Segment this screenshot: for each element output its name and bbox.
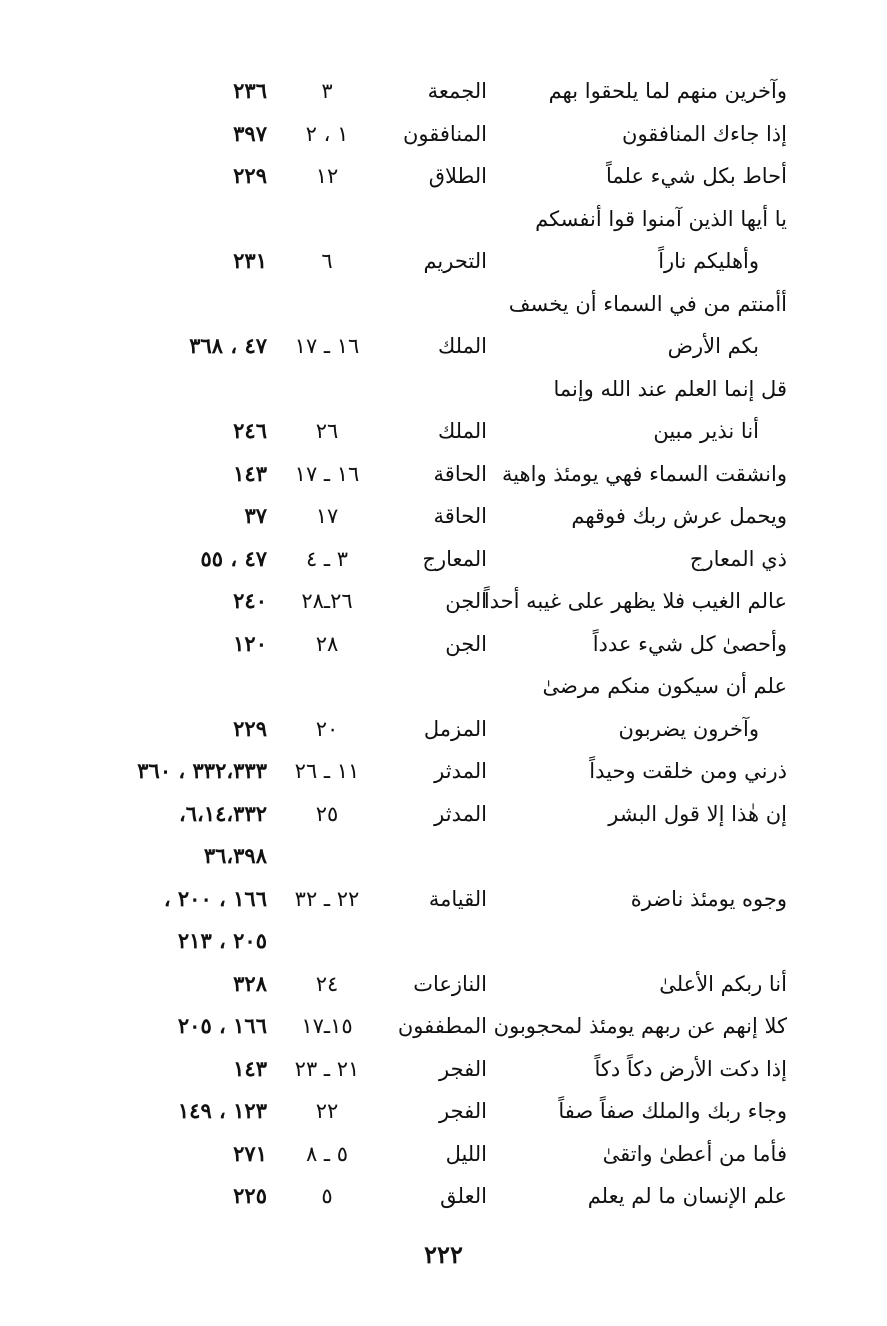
index-table — [0, 70, 887, 1218]
verse-text: ويحمل عرش ربك فوقهم — [571, 504, 787, 528]
page-references: ٣٩٧ — [233, 120, 267, 146]
index-row — [0, 198, 887, 241]
page-references: ١٢٣ ، ١٤٩ — [177, 1098, 267, 1123]
verse-text: وجوه يومئذ ناضرة — [630, 886, 787, 911]
ayah-number: ٢٢ — [315, 1099, 339, 1123]
surah-name: المدثر — [434, 759, 487, 783]
index-row — [0, 750, 887, 793]
verse-text: يا أيها الذين آمنوا قوا أنفسكم — [535, 206, 787, 231]
ayah-number: ٦ — [321, 249, 333, 273]
index-row — [0, 495, 887, 538]
page-references: ٣٣٢،٣٣٣ ، ٣٦٠ — [137, 758, 267, 783]
page-references: ٢٢٩ — [233, 163, 267, 188]
verse-text: إن هٰذا إلا قول البشر — [608, 801, 787, 826]
page-references: ٢٣٦ — [233, 78, 267, 103]
page-number: ٢٢٢ — [424, 1240, 463, 1269]
page-references: ٢٤٠ — [233, 588, 267, 613]
ayah-number: ١١ ـ ٢٦ — [294, 759, 360, 783]
page-references: ٣٢٨ — [233, 970, 267, 996]
verse-text: قل إنما العلم عند الله وإنما — [553, 376, 787, 401]
verse-text: ذي المعارج — [689, 546, 787, 571]
surah-name: القيامة — [428, 886, 487, 911]
index-row — [0, 113, 887, 156]
index-row — [0, 1133, 887, 1176]
index-row — [0, 538, 887, 581]
page-references: ٢٠٥ ، ٢١٣ — [177, 928, 267, 953]
surah-name: الملك — [437, 419, 487, 443]
index-row — [0, 453, 887, 496]
page-references: ١٢٠ — [233, 630, 267, 656]
ayah-number: ٢٦ـ٢٨ — [301, 589, 353, 613]
index-row — [0, 1048, 887, 1091]
surah-name: الملك — [437, 334, 487, 358]
ayah-number: ٥ — [321, 1184, 333, 1208]
surah-name: المدثر — [434, 801, 487, 826]
index-row — [0, 580, 887, 623]
verse-text: إذا دكت الأرض دكاً دكاً — [594, 1056, 787, 1081]
surah-name: الطلاق — [428, 164, 487, 188]
verse-text: وآخرين منهم لما يلحقوا بهم — [548, 79, 787, 103]
index-row — [0, 155, 887, 198]
index-row — [0, 1005, 887, 1048]
index-row — [0, 623, 887, 666]
ayah-number: ١٥ـ١٧ — [301, 1014, 353, 1038]
surah-name: المعارج — [422, 546, 487, 571]
verse-text: أأمنتم من في السماء أن يخسف — [508, 291, 787, 316]
verse-text: فأما من أعطىٰ واتقىٰ — [602, 1141, 787, 1166]
surah-name: الجن — [445, 631, 487, 656]
verse-text: وآخرون يضربون — [618, 716, 759, 741]
surah-name: الحاقة — [433, 504, 487, 528]
verse-text: ذرني ومن خلقت وحيداً — [589, 759, 787, 783]
surah-name: النازعات — [413, 971, 487, 996]
page-references: ٢٧١ — [233, 1140, 267, 1166]
index-row — [0, 368, 887, 411]
surah-name: الجن — [445, 589, 487, 613]
verse-text: وانشقت السماء فهي يومئذ واهية — [501, 461, 787, 486]
ayah-number: ١٦ ـ ١٧ — [294, 334, 360, 358]
surah-name: المطففون — [397, 1014, 487, 1038]
page-references: ٢٤٦ — [233, 418, 267, 443]
surah-name: المنافقون — [402, 121, 487, 146]
verse-text: وجاء ربك والملك صفاً صفاً — [558, 1099, 787, 1123]
verse-text: علم أن سيكون منكم مرضىٰ — [542, 674, 787, 698]
ayah-number: ٢٦ — [315, 419, 339, 443]
ayah-number: ٢٢ ـ ٣٢ — [294, 886, 360, 911]
index-row — [0, 1175, 887, 1218]
index-row — [0, 665, 887, 708]
index-row — [0, 708, 887, 751]
index-row — [0, 240, 887, 283]
index-row — [0, 1090, 887, 1133]
surah-name: الفجر — [439, 1099, 487, 1123]
surah-name: التحريم — [423, 249, 487, 273]
index-row — [0, 878, 887, 921]
surah-name: الحاقة — [433, 461, 487, 486]
index-row — [0, 793, 887, 836]
verse-text: علم الإنسان ما لم يعلم — [587, 1184, 787, 1208]
ayah-number: ٢٤ — [315, 971, 339, 996]
index-row — [0, 283, 887, 326]
page-references: ٣٧ — [244, 503, 267, 528]
ayah-number: ٢٥ — [315, 801, 339, 826]
index-row — [0, 70, 887, 113]
verse-text: وأهليكم ناراً — [658, 249, 759, 273]
page-references: ٤٧ ، ٣٦٨ — [189, 333, 267, 358]
page-references: ٦،١٤،٣٣٢، — [178, 800, 267, 826]
ayah-number: ١٦ ـ ١٧ — [294, 461, 360, 486]
surah-name: الفجر — [439, 1056, 487, 1081]
ayah-number: ٢١ ـ ٢٣ — [294, 1056, 360, 1081]
verse-text: أنا نذير مبين — [653, 419, 759, 443]
ayah-number: ١ ، ٢ — [305, 121, 349, 146]
index-row — [0, 963, 887, 1006]
page-references: ٢٢٥ — [233, 1183, 267, 1208]
ayah-number: ٥ ـ ٨ — [305, 1141, 349, 1166]
verse-text: عالم الغيب فلا يظهر على غيبه أحداً — [483, 589, 787, 613]
page-references: ٣٦،٣٩٨ — [203, 843, 267, 868]
page-references: ٤٧ ، ٥٥ — [200, 545, 267, 571]
index-row — [0, 325, 887, 368]
ayah-number: ١٢ — [315, 164, 339, 188]
verse-text: كلا إنهم عن ربهم يومئذ لمحجوبون — [493, 1014, 787, 1038]
page-references: ١٦٦ ، ٢٠٥ — [177, 1013, 267, 1038]
index-row — [0, 835, 887, 878]
verse-text: إذا جاءك المنافقون — [622, 121, 787, 146]
surah-name: المزمل — [423, 716, 487, 741]
verse-text: وأحصىٰ كل شيء عدداً — [592, 631, 787, 656]
ayah-number: ٣ — [321, 79, 333, 103]
verse-text: أنا ربكم الأعلىٰ — [659, 971, 787, 996]
page-references: ١٤٣ — [233, 1055, 267, 1081]
page-references: ٢٢٩ — [233, 715, 267, 741]
page-references: ١٦٦ ، ٢٠٠ ، — [163, 885, 267, 911]
index-row — [0, 920, 887, 963]
surah-name: الجمعة — [427, 79, 487, 103]
verse-text: بكم الأرض — [667, 334, 759, 358]
verse-text: أحاط بكل شيء علماً — [605, 164, 787, 188]
ayah-number: ١٧ — [315, 504, 339, 528]
ayah-number: ٢٨ — [315, 631, 339, 656]
index-row — [0, 410, 887, 453]
surah-name: الليل — [445, 1141, 487, 1166]
page-references: ٢٣١ — [233, 248, 267, 273]
surah-name: العلق — [440, 1184, 487, 1208]
ayah-number: ٣ ـ ٤ — [305, 546, 349, 571]
page-references: ١٤٣ — [233, 460, 267, 486]
ayah-number: ٢٠ — [315, 716, 339, 741]
